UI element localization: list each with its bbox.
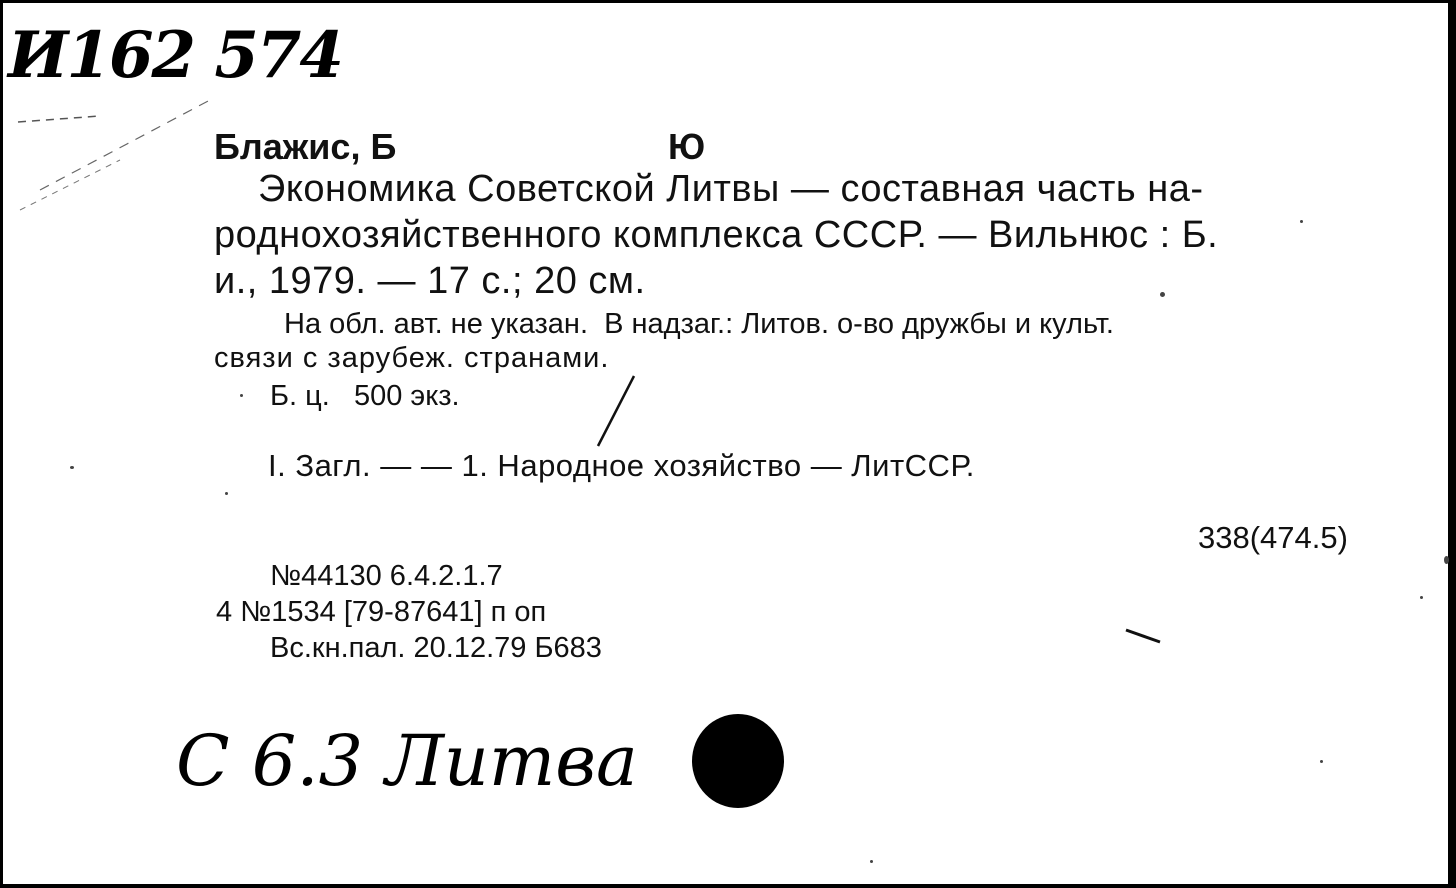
- author-initial: Ю: [668, 126, 706, 167]
- title-line-2: роднохозяйственного комплекса СССР. — Вильнюс : Б.: [214, 214, 1219, 256]
- dust-speck: [1300, 220, 1303, 223]
- handwritten-call-number: И162 574: [8, 18, 342, 93]
- dust-speck: [1160, 292, 1165, 297]
- handwritten-subject-note: С 6.3 Литва: [176, 720, 638, 802]
- card-punch-hole: [692, 714, 784, 808]
- record-line-2: 4 №1534 [79-87641] п оп: [216, 596, 547, 628]
- title-line-3: и., 1979. — 17 с.; 20 см.: [214, 260, 646, 302]
- dust-speck: [225, 492, 228, 495]
- notes-line-1: На обл. авт. не указан. В надзаг.: Литов. о-во дружбы и культ.: [284, 308, 1114, 340]
- price-line: Б. ц. 500 экз.: [270, 380, 460, 412]
- author-heading: Блажис, Б: [214, 126, 397, 167]
- record-line-3: Вс.кн.пал. 20.12.79 Б683: [270, 632, 602, 664]
- pencil-marks: [0, 90, 240, 220]
- card-edge-bottom: [0, 884, 1456, 888]
- dust-speck: [240, 394, 243, 397]
- card-edge-right: [1448, 0, 1456, 888]
- tracings-line: I. Загл. — — 1. Народное хозяйство — ЛитССР.: [268, 448, 975, 483]
- pen-slash: [590, 372, 640, 452]
- dust-speck: [870, 860, 873, 863]
- dust-speck: [70, 466, 74, 469]
- stray-dash-mark: [1124, 626, 1164, 646]
- record-line-1: №44130 6.4.2.1.7: [270, 560, 503, 592]
- card-edge-top: [0, 0, 1456, 3]
- title-line-1: Экономика Советской Литвы — составная часть на-: [258, 168, 1204, 210]
- dust-speck: [1320, 760, 1323, 763]
- dust-speck: [1444, 556, 1449, 564]
- notes-line-2: связи с зарубеж. странами.: [214, 342, 610, 374]
- classification-number: 338(474.5): [1198, 520, 1348, 555]
- dust-speck: [1420, 596, 1423, 599]
